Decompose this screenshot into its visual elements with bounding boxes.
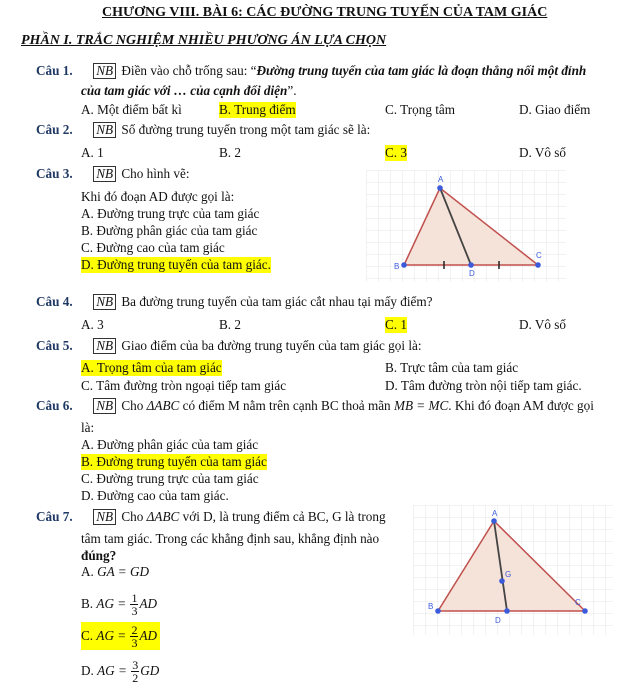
q7-stem-line2: tâm tam giác. Trong các khẳng định sau, khẳng định nào [81,531,380,546]
q4-level-tag: NB [93,294,116,310]
q7-stem [36,509,386,525]
q7-label-g: G [505,570,512,579]
q6-stem-line2: là: [81,420,95,435]
q3-point-a [437,185,443,191]
q3-figure [366,170,566,282]
q1-level-tag: NB [93,63,116,79]
q1-quote-cont: của tam giác với … của cạnh đối diện [81,83,288,98]
q7-option-d[interactable] [81,657,159,685]
q5-option-a[interactable]: A. Trọng tâm của tam giác [81,360,222,375]
q7-label-b: B [428,602,434,611]
q7-point-c [582,608,588,614]
q2-level-tag: NB [93,122,116,138]
q7-stem-line3: đúng? [81,548,117,563]
q7-option-a-label: A. [81,564,94,579]
q7-point-a [491,518,497,524]
q7-figure [413,505,613,635]
q4-option-c[interactable]: C. 1 [385,317,407,332]
q7-option-b-rhs: AD [139,596,158,611]
q2-option-b[interactable]: B. 2 [219,145,241,160]
q3-label-a: A [438,175,444,184]
q7-option-c-label: C. [81,628,94,643]
q6-number: Câu 6. [36,398,73,413]
q6-text-b: có điểm M nằm trên cạnh BC thoả mãn [182,398,391,413]
q3-text: Cho hình vẽ: [121,166,190,181]
q7-option-c-den: 3 [131,636,138,651]
q6-option-d[interactable]: D. Đường cao của tam giác. [81,488,229,503]
q7-option-a-expr: GA = GD [97,564,150,579]
q3-label-d: D [469,269,475,278]
q4-option-b[interactable]: B. 2 [219,317,241,332]
q3-stem-line2: Khi đó đoạn AD được gọi là: [81,189,235,204]
q7-label-d: D [495,616,501,625]
q4-option-d[interactable]: D. Vô số [519,317,567,332]
q3-level-tag: NB [93,166,116,182]
q7-option-d-lhs: AG = [97,663,127,678]
q1-quote: Đường trung tuyến của tam giác là đoạn thẳng nối một đỉnh [256,63,587,78]
q7-option-c-num: 2 [131,623,138,638]
q7-option-b-fraction [130,592,138,617]
q6-option-c[interactable]: C. Đường trung trực của tam giác [81,471,259,486]
q1-stem-line2 [81,83,297,99]
q7-option-b-lhs: AG = [96,596,127,611]
q6-triangle-symbol: ΔABC [146,398,180,413]
q1-option-d[interactable]: D. Giao điểm [519,102,591,117]
q6-stem [36,398,594,414]
q1-quote-end: ”. [287,83,297,98]
q3-stem [36,166,190,182]
q7-level-tag: NB [93,509,116,525]
q2-option-d[interactable]: D. Vô số [519,145,567,160]
q1-number: Câu 1. [36,63,73,78]
q5-option-c[interactable]: C. Tâm đường tròn ngoại tiếp tam giác [81,378,287,393]
q5-option-b[interactable]: B. Trực tâm của tam giác [385,360,519,375]
q7-point-b [435,608,441,614]
q1-option-a[interactable]: A. Một điểm bất kì [81,102,182,117]
q3-point-d [468,262,474,268]
q7-point-g [499,578,505,584]
q3-option-d[interactable]: D. Đường trung tuyến của tam giác. [81,257,271,272]
q3-label-b: B [394,262,400,271]
q6-level-tag: NB [93,398,116,414]
q7-option-c[interactable] [81,622,160,650]
q7-option-d-den: 2 [132,671,139,686]
q3-point-c [535,262,541,268]
q1-text: Điền vào chỗ trống sau: “ [121,63,257,78]
q2-stem [36,122,370,138]
q7-text-a: Cho [121,509,144,524]
q7-option-d-num: 3 [132,658,139,673]
q7-option-b-label: B. [81,596,94,611]
q3-number: Câu 3. [36,166,73,181]
q3-point-b [401,262,407,268]
q6-equation: MB = MC [393,398,449,413]
q2-text: Số đường trung tuyến trong một tam giác sẽ là: [121,122,371,137]
q7-option-d-rhs: GD [140,663,160,678]
q7-number: Câu 7. [36,509,73,524]
q2-option-a[interactable]: A. 1 [81,145,104,160]
q7-option-c-lhs: AG = [96,628,127,643]
q3-option-c[interactable]: C. Đường cao của tam giác [81,240,225,255]
q5-option-d[interactable]: D. Tâm đường tròn nội tiếp tam giác. [385,378,582,393]
q4-option-a[interactable]: A. 3 [81,317,104,332]
q7-label-a: A [492,509,498,518]
q4-number: Câu 4. [36,294,73,309]
q7-text-b: với D, là trung điểm cả BC, G là trong [182,509,386,524]
q2-number: Câu 2. [36,122,73,137]
q7-option-b-den: 3 [131,604,138,619]
q7-option-d-label: D. [81,663,94,678]
page-title: CHƯƠNG VIII. BÀI 6: CÁC ĐƯỜNG TRUNG TUYẾN CỦA TAM GIÁC [102,5,548,20]
q1-option-b[interactable]: B. Trung điểm [219,102,296,117]
q7-option-b-num: 1 [131,591,138,606]
q7-triangle-symbol: ΔABC [146,509,180,524]
q3-label-c: C [536,251,542,260]
q7-option-c-fraction [130,624,138,649]
q1-stem [36,63,586,79]
q7-label-c: C [575,598,581,607]
q6-text-c: . Khi đó đoạn AM được gọi [448,398,594,413]
q5-number: Câu 5. [36,338,73,353]
q7-option-d-fraction [131,659,139,684]
q5-level-tag: NB [93,338,116,354]
q4-text: Ba đường trung tuyến của tam giác cắt nhau tại mấy điểm? [121,294,433,309]
q5-stem [36,338,422,354]
q3-option-a[interactable]: A. Đường trung trực của tam giác [81,206,260,221]
q3-option-b[interactable]: B. Đường phân giác của tam giác [81,223,258,238]
q7-option-c-rhs: AD [139,628,158,643]
q2-option-c[interactable]: C. 3 [385,145,407,160]
q6-option-b[interactable]: B. Đường trung tuyến của tam giác [81,454,267,469]
q7-point-d [504,608,510,614]
q1-option-c[interactable]: C. Trọng tâm [385,102,455,117]
q4-stem [36,294,433,310]
q7-option-b[interactable] [81,590,157,618]
q7-option-a[interactable] [81,564,149,580]
section-heading: PHẦN I. TRẮC NGHIỆM NHIỀU PHƯƠNG ÁN LỰA CHỌN [21,33,387,48]
q6-text-a: Cho [121,398,144,413]
q6-option-a[interactable]: A. Đường phân giác của tam giác [81,437,259,452]
q5-text: Giao điểm của ba đường trung tuyến của tam giác gọi là: [121,338,422,353]
